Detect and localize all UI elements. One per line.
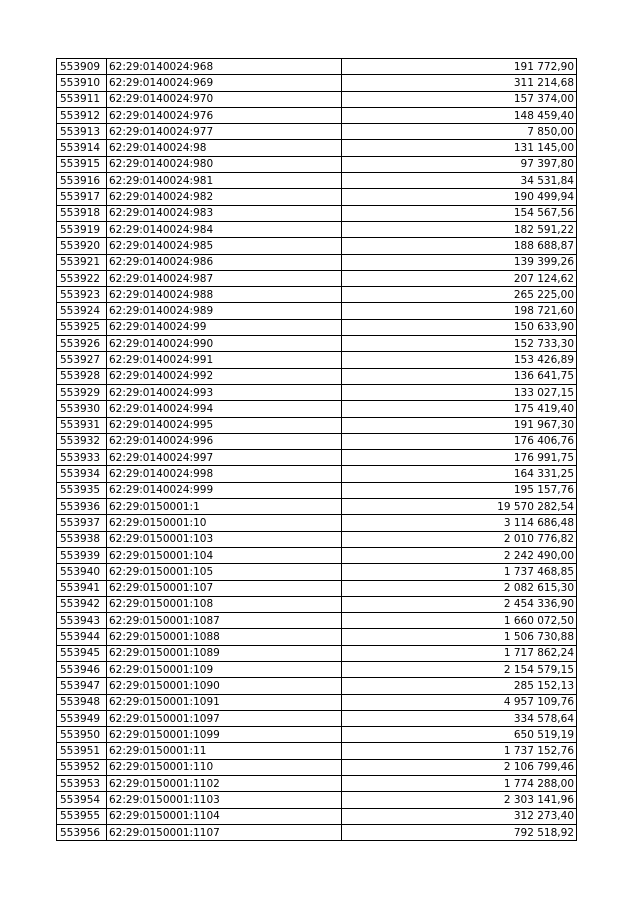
cadastral-value-cell: 150 633,90 xyxy=(342,319,577,335)
table-row xyxy=(57,515,577,531)
table-row xyxy=(57,499,577,515)
cadastral-number-cell: 62:29:0140024:980 xyxy=(107,156,342,172)
cadastral-value-cell: 191 967,30 xyxy=(342,417,577,433)
table-row xyxy=(57,482,577,498)
row-number-cell: 553927 xyxy=(57,352,107,368)
cadastral-value-cell: 182 591,22 xyxy=(342,221,577,237)
cadastral-number-cell: 62:29:0150001:1 xyxy=(107,499,342,515)
row-number-cell: 553942 xyxy=(57,596,107,612)
cadastral-value-cell: 175 419,40 xyxy=(342,401,577,417)
cadastral-number-cell: 62:29:0140024:98 xyxy=(107,140,342,156)
table-row xyxy=(57,140,577,156)
cadastral-value-cell: 1 506 730,88 xyxy=(342,629,577,645)
cadastral-number-cell: 62:29:0150001:1102 xyxy=(107,776,342,792)
cadastral-number-cell: 62:29:0140024:968 xyxy=(107,59,342,75)
row-number-cell: 553943 xyxy=(57,613,107,629)
cadastral-value-cell: 265 225,00 xyxy=(342,287,577,303)
row-number-cell: 553940 xyxy=(57,564,107,580)
row-number-cell: 553945 xyxy=(57,645,107,661)
cadastral-value-cell: 334 578,64 xyxy=(342,710,577,726)
cadastral-value-cell: 136 641,75 xyxy=(342,368,577,384)
row-number-cell: 553946 xyxy=(57,661,107,677)
cadastral-number-cell: 62:29:0140024:997 xyxy=(107,450,342,466)
table-row xyxy=(57,221,577,237)
cadastral-value-cell: 1 737 468,85 xyxy=(342,564,577,580)
table-row xyxy=(57,564,577,580)
row-number-cell: 553941 xyxy=(57,580,107,596)
row-number-cell: 553954 xyxy=(57,792,107,808)
cadastral-number-cell: 62:29:0150001:1107 xyxy=(107,824,342,840)
cadastral-value-cell: 650 519,19 xyxy=(342,727,577,743)
cadastral-number-cell: 62:29:0140024:998 xyxy=(107,466,342,482)
table-row xyxy=(57,401,577,417)
cadastral-number-cell: 62:29:0150001:1091 xyxy=(107,694,342,710)
row-number-cell: 553935 xyxy=(57,482,107,498)
table-row xyxy=(57,156,577,172)
row-number-cell: 553921 xyxy=(57,254,107,270)
cadastral-value-cell: 2 106 799,46 xyxy=(342,759,577,775)
row-number-cell: 553931 xyxy=(57,417,107,433)
table-row xyxy=(57,727,577,743)
cadastral-value-cell: 148 459,40 xyxy=(342,107,577,123)
table-row xyxy=(57,824,577,840)
cadastral-number-cell: 62:29:0150001:103 xyxy=(107,531,342,547)
cadastral-number-cell: 62:29:0150001:109 xyxy=(107,661,342,677)
table-row xyxy=(57,596,577,612)
row-number-cell: 553936 xyxy=(57,499,107,515)
row-number-cell: 553948 xyxy=(57,694,107,710)
table-row xyxy=(57,710,577,726)
cadastral-value-cell: 2 242 490,00 xyxy=(342,547,577,563)
row-number-cell: 553939 xyxy=(57,547,107,563)
row-number-cell: 553912 xyxy=(57,107,107,123)
row-number-cell: 553923 xyxy=(57,287,107,303)
table-row xyxy=(57,580,577,596)
table-row xyxy=(57,107,577,123)
cadastral-number-cell: 62:29:0140024:969 xyxy=(107,75,342,91)
row-number-cell: 553909 xyxy=(57,59,107,75)
row-number-cell: 553924 xyxy=(57,303,107,319)
cadastral-number-cell: 62:29:0150001:1099 xyxy=(107,727,342,743)
cadastral-value-cell: 176 991,75 xyxy=(342,450,577,466)
row-number-cell: 553911 xyxy=(57,91,107,107)
row-number-cell: 553930 xyxy=(57,401,107,417)
cadastral-value-cell: 1 737 152,76 xyxy=(342,743,577,759)
cadastral-value-cell: 19 570 282,54 xyxy=(342,499,577,515)
table-row xyxy=(57,417,577,433)
cadastral-value-cell: 131 145,00 xyxy=(342,140,577,156)
table-body xyxy=(57,59,577,841)
table-row xyxy=(57,759,577,775)
cadastral-number-cell: 62:29:0150001:105 xyxy=(107,564,342,580)
cadastral-value-cell: 312 273,40 xyxy=(342,808,577,824)
cadastral-number-cell: 62:29:0140024:990 xyxy=(107,336,342,352)
cadastral-value-cell: 191 772,90 xyxy=(342,59,577,75)
cadastral-number-cell: 62:29:0150001:1103 xyxy=(107,792,342,808)
row-number-cell: 553915 xyxy=(57,156,107,172)
row-number-cell: 553913 xyxy=(57,124,107,140)
table-row xyxy=(57,531,577,547)
cadastral-number-cell: 62:29:0140024:970 xyxy=(107,91,342,107)
row-number-cell: 553920 xyxy=(57,238,107,254)
row-number-cell: 553950 xyxy=(57,727,107,743)
row-number-cell: 553938 xyxy=(57,531,107,547)
table-row xyxy=(57,433,577,449)
cadastral-number-cell: 62:29:0140024:983 xyxy=(107,205,342,221)
row-number-cell: 553917 xyxy=(57,189,107,205)
table-row xyxy=(57,678,577,694)
row-number-cell: 553956 xyxy=(57,824,107,840)
cadastral-value-cell: 4 957 109,76 xyxy=(342,694,577,710)
row-number-cell: 553949 xyxy=(57,710,107,726)
cadastral-number-cell: 62:29:0140024:977 xyxy=(107,124,342,140)
cadastral-number-cell: 62:29:0140024:986 xyxy=(107,254,342,270)
table-row xyxy=(57,75,577,91)
cadastral-value-table xyxy=(56,58,577,841)
cadastral-value-cell: 198 721,60 xyxy=(342,303,577,319)
table-row xyxy=(57,776,577,792)
cadastral-value-cell: 164 331,25 xyxy=(342,466,577,482)
cadastral-number-cell: 62:29:0140024:982 xyxy=(107,189,342,205)
cadastral-value-cell: 1 717 862,24 xyxy=(342,645,577,661)
cadastral-number-cell: 62:29:0150001:1090 xyxy=(107,678,342,694)
row-number-cell: 553937 xyxy=(57,515,107,531)
cadastral-number-cell: 62:29:0140024:987 xyxy=(107,270,342,286)
table-row xyxy=(57,238,577,254)
cadastral-value-cell: 188 688,87 xyxy=(342,238,577,254)
cadastral-value-cell: 34 531,84 xyxy=(342,173,577,189)
table-row xyxy=(57,466,577,482)
table-row xyxy=(57,792,577,808)
cadastral-number-cell: 62:29:0140024:984 xyxy=(107,221,342,237)
table-row xyxy=(57,547,577,563)
cadastral-number-cell: 62:29:0140024:988 xyxy=(107,287,342,303)
cadastral-number-cell: 62:29:0150001:11 xyxy=(107,743,342,759)
cadastral-value-cell: 2 154 579,15 xyxy=(342,661,577,677)
cadastral-value-cell: 195 157,76 xyxy=(342,482,577,498)
cadastral-value-cell: 157 374,00 xyxy=(342,91,577,107)
table-row xyxy=(57,384,577,400)
row-number-cell: 553916 xyxy=(57,173,107,189)
cadastral-number-cell: 62:29:0150001:110 xyxy=(107,759,342,775)
row-number-cell: 553926 xyxy=(57,336,107,352)
cadastral-value-cell: 154 567,56 xyxy=(342,205,577,221)
table-row xyxy=(57,287,577,303)
cadastral-number-cell: 62:29:0140024:981 xyxy=(107,173,342,189)
table-row xyxy=(57,368,577,384)
cadastral-number-cell: 62:29:0140024:991 xyxy=(107,352,342,368)
table-row xyxy=(57,124,577,140)
row-number-cell: 553953 xyxy=(57,776,107,792)
table-row xyxy=(57,336,577,352)
cadastral-number-cell: 62:29:0140024:995 xyxy=(107,417,342,433)
row-number-cell: 553934 xyxy=(57,466,107,482)
table-row xyxy=(57,661,577,677)
cadastral-value-cell: 97 397,80 xyxy=(342,156,577,172)
row-number-cell: 553928 xyxy=(57,368,107,384)
cadastral-value-cell: 190 499,94 xyxy=(342,189,577,205)
table-row xyxy=(57,352,577,368)
table-row xyxy=(57,319,577,335)
cadastral-value-cell: 3 114 686,48 xyxy=(342,515,577,531)
row-number-cell: 553910 xyxy=(57,75,107,91)
table-row xyxy=(57,808,577,824)
cadastral-number-cell: 62:29:0150001:1089 xyxy=(107,645,342,661)
cadastral-number-cell: 62:29:0150001:104 xyxy=(107,547,342,563)
cadastral-number-cell: 62:29:0140024:994 xyxy=(107,401,342,417)
cadastral-number-cell: 62:29:0140024:992 xyxy=(107,368,342,384)
table-row xyxy=(57,254,577,270)
cadastral-value-cell: 207 124,62 xyxy=(342,270,577,286)
cadastral-value-cell: 2 010 776,82 xyxy=(342,531,577,547)
table-row xyxy=(57,205,577,221)
row-number-cell: 553918 xyxy=(57,205,107,221)
row-number-cell: 553925 xyxy=(57,319,107,335)
row-number-cell: 553944 xyxy=(57,629,107,645)
table-row xyxy=(57,645,577,661)
cadastral-value-cell: 7 850,00 xyxy=(342,124,577,140)
table-row xyxy=(57,59,577,75)
row-number-cell: 553919 xyxy=(57,221,107,237)
row-number-cell: 553914 xyxy=(57,140,107,156)
row-number-cell: 553952 xyxy=(57,759,107,775)
cadastral-number-cell: 62:29:0150001:108 xyxy=(107,596,342,612)
row-number-cell: 553947 xyxy=(57,678,107,694)
row-number-cell: 553951 xyxy=(57,743,107,759)
cadastral-number-cell: 62:29:0140024:999 xyxy=(107,482,342,498)
table-row xyxy=(57,270,577,286)
cadastral-value-cell: 792 518,92 xyxy=(342,824,577,840)
table-row xyxy=(57,303,577,319)
cadastral-number-cell: 62:29:0140024:976 xyxy=(107,107,342,123)
cadastral-value-cell: 139 399,26 xyxy=(342,254,577,270)
cadastral-value-cell: 133 027,15 xyxy=(342,384,577,400)
cadastral-number-cell: 62:29:0150001:1087 xyxy=(107,613,342,629)
cadastral-value-cell: 285 152,13 xyxy=(342,678,577,694)
table-row xyxy=(57,629,577,645)
cadastral-number-cell: 62:29:0140024:985 xyxy=(107,238,342,254)
table-row xyxy=(57,91,577,107)
cadastral-number-cell: 62:29:0140024:996 xyxy=(107,433,342,449)
row-number-cell: 553929 xyxy=(57,384,107,400)
cadastral-value-cell: 2 454 336,90 xyxy=(342,596,577,612)
cadastral-value-cell: 2 082 615,30 xyxy=(342,580,577,596)
cadastral-value-cell: 152 733,30 xyxy=(342,336,577,352)
table-row xyxy=(57,173,577,189)
cadastral-number-cell: 62:29:0150001:1097 xyxy=(107,710,342,726)
row-number-cell: 553955 xyxy=(57,808,107,824)
table-row xyxy=(57,743,577,759)
cadastral-number-cell: 62:29:0140024:993 xyxy=(107,384,342,400)
row-number-cell: 553922 xyxy=(57,270,107,286)
cadastral-number-cell: 62:29:0150001:107 xyxy=(107,580,342,596)
cadastral-value-cell: 311 214,68 xyxy=(342,75,577,91)
cadastral-value-cell: 2 303 141,96 xyxy=(342,792,577,808)
cadastral-number-cell: 62:29:0140024:99 xyxy=(107,319,342,335)
cadastral-number-cell: 62:29:0150001:10 xyxy=(107,515,342,531)
cadastral-value-cell: 1 660 072,50 xyxy=(342,613,577,629)
row-number-cell: 553932 xyxy=(57,433,107,449)
cadastral-value-cell: 153 426,89 xyxy=(342,352,577,368)
table-row xyxy=(57,450,577,466)
cadastral-value-cell: 176 406,76 xyxy=(342,433,577,449)
cadastral-value-cell: 1 774 288,00 xyxy=(342,776,577,792)
cadastral-number-cell: 62:29:0150001:1088 xyxy=(107,629,342,645)
table-row xyxy=(57,613,577,629)
row-number-cell: 553933 xyxy=(57,450,107,466)
cadastral-number-cell: 62:29:0150001:1104 xyxy=(107,808,342,824)
cadastral-number-cell: 62:29:0140024:989 xyxy=(107,303,342,319)
table-row xyxy=(57,189,577,205)
table-row xyxy=(57,694,577,710)
